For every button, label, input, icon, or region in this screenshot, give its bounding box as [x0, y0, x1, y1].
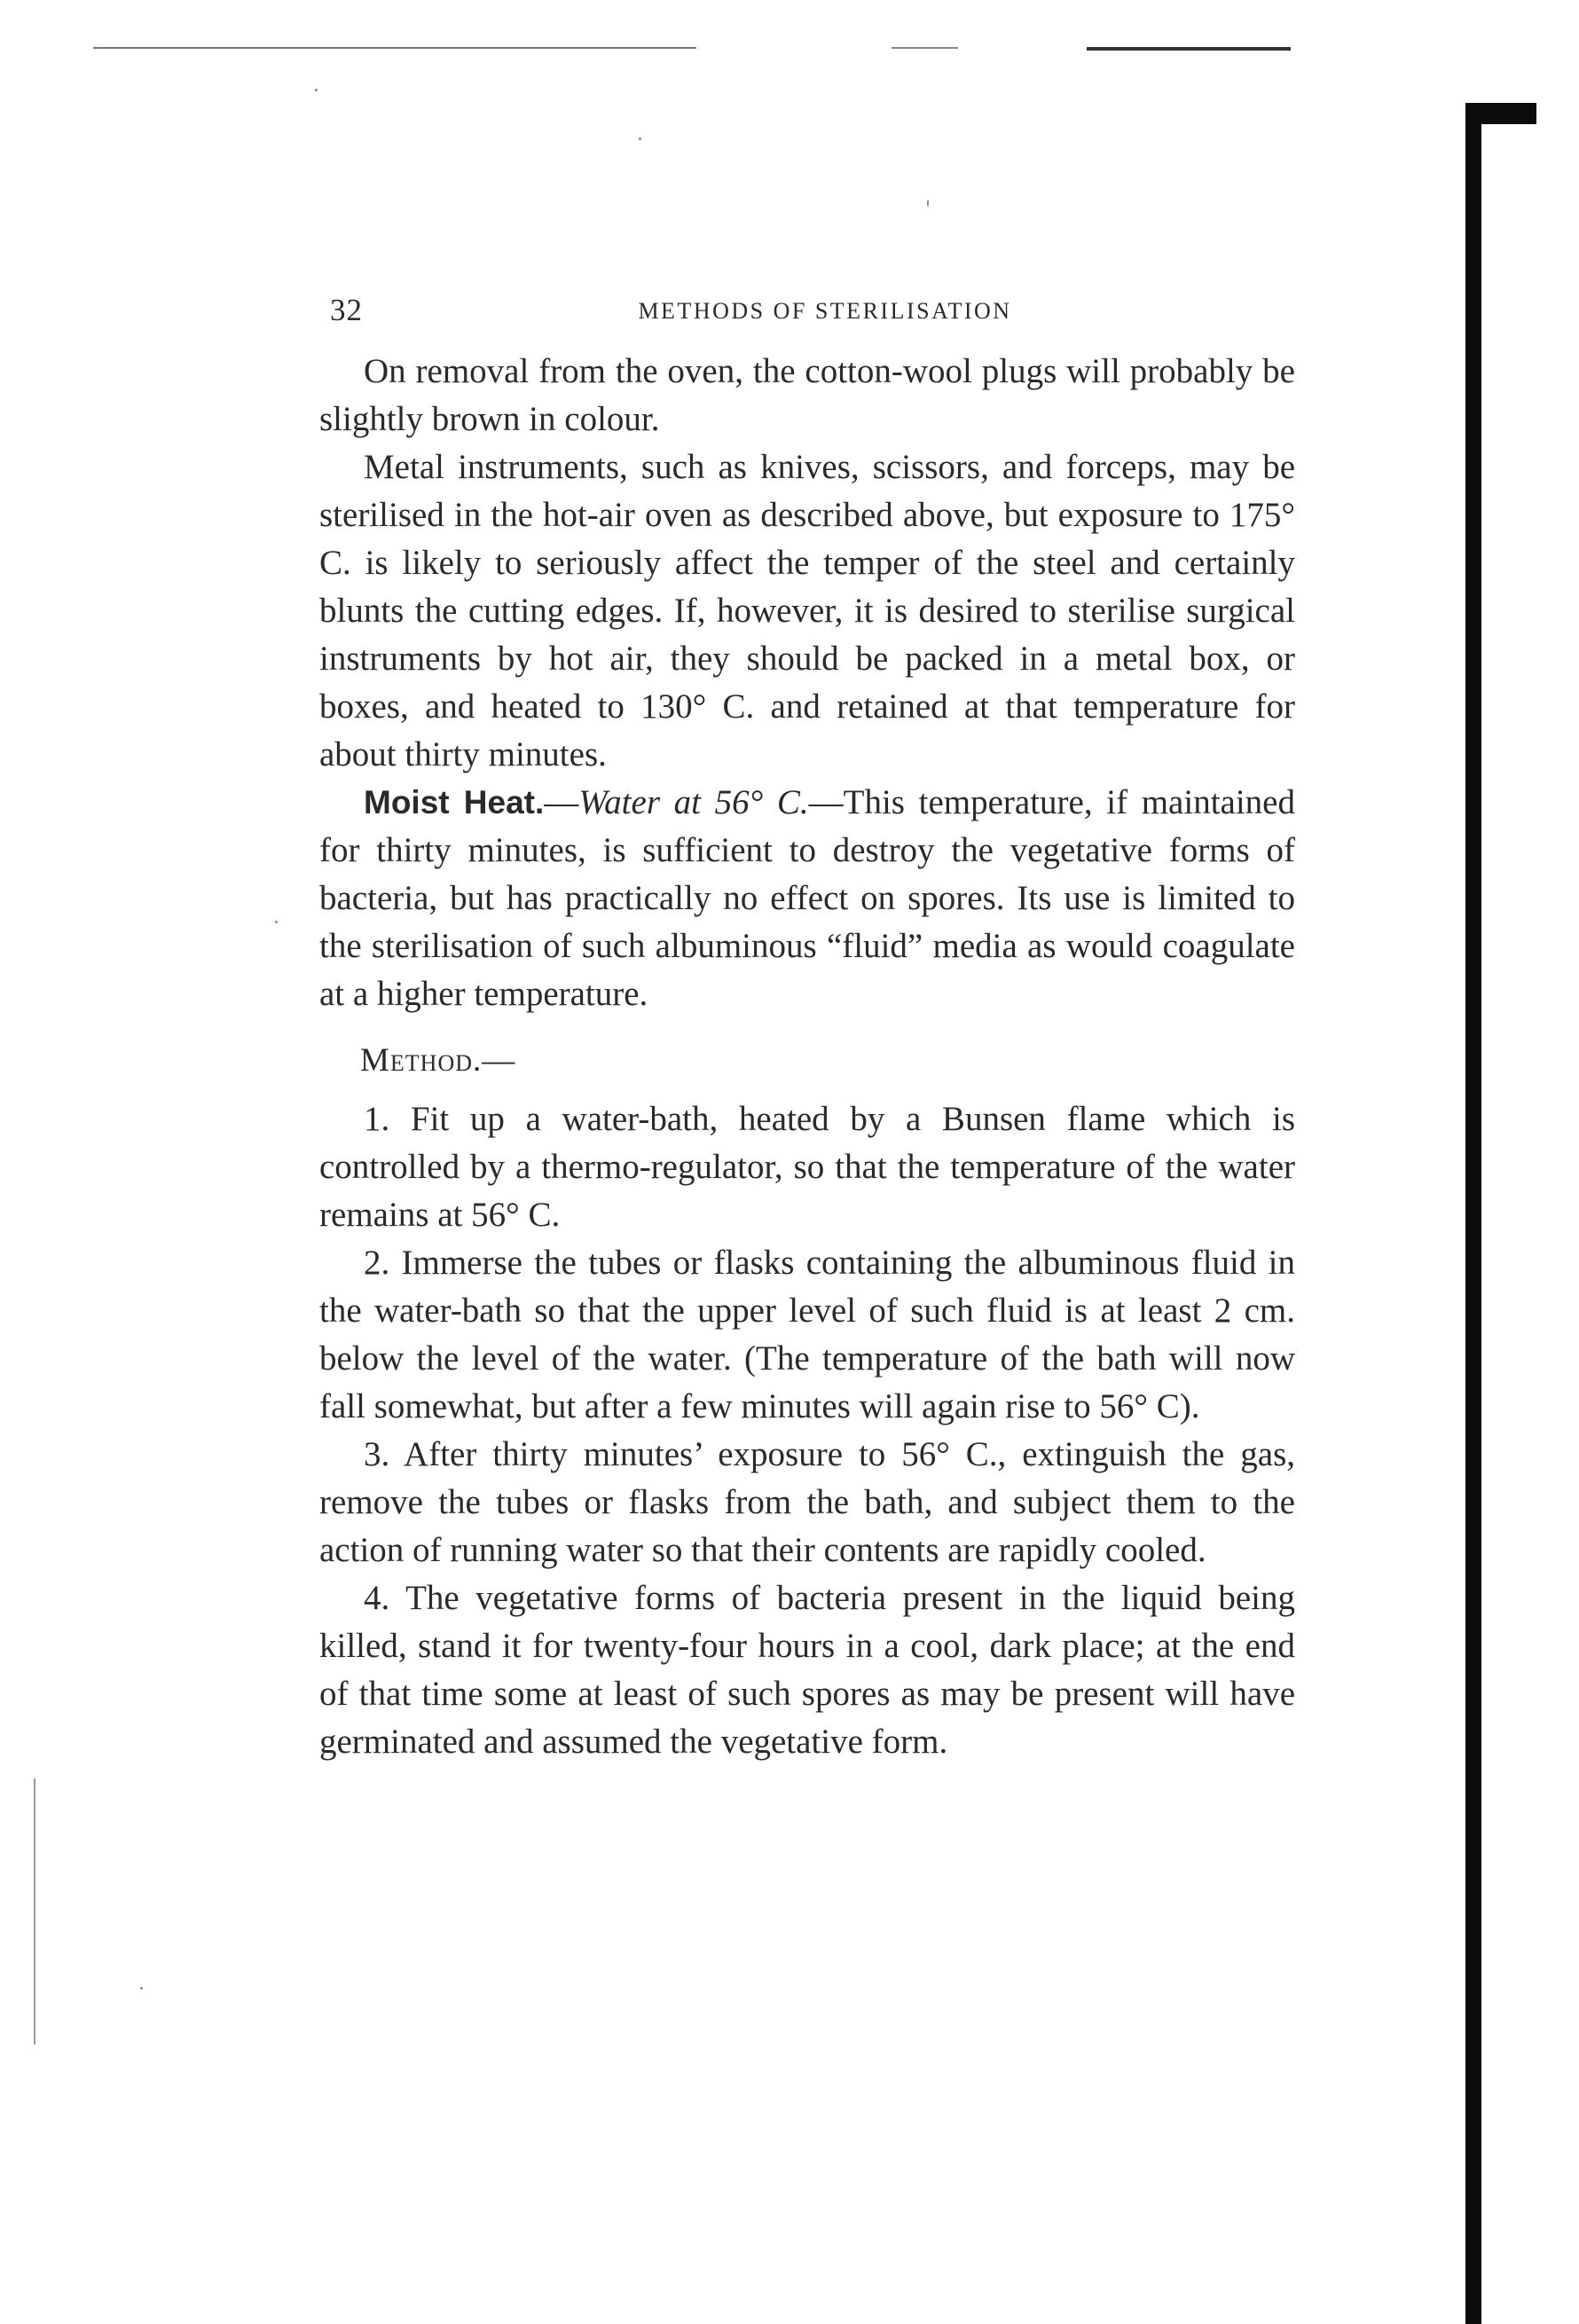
method-step-2: 2. Immerse the tubes or flasks containing the albuminous fluid in the water-bath so that the upper level of such fluid is at least 2 cm. below the level of the water. (The temperature of the bath will now fall somewhat, but after a few minutes will again rise to 56° C). [319, 1244, 1295, 1425]
scan-speck [639, 137, 641, 140]
scan-speck [140, 1987, 143, 1990]
scan-rule-left [93, 47, 696, 49]
moist-heat-dash: — [544, 783, 579, 821]
moist-heat-subheading: Water at 56° C. [578, 783, 809, 821]
scan-speck [275, 921, 278, 923]
scan-speck [927, 200, 929, 207]
scan-rule-middle [892, 47, 958, 49]
moist-heat-text: This temperature, if maintained for thirty minutes, is sufficient to destroy the vegetative forms of bacteria, but has practically no effect on spores. Its use is limited to the sterilisation of such albuminous “fluid” media as would coagulate at a higher temperature. [319, 783, 1295, 1013]
scan-margin-line [34, 1778, 35, 2045]
page-edge-corner [1465, 103, 1536, 124]
paragraph-moist-heat [319, 779, 1295, 1018]
method-heading: Method.— [360, 1042, 516, 1079]
page-edge-shadow [1465, 103, 1481, 2324]
method-step-3: 3. After thirty minutes’ exposure to 56° C., extinguish the gas, remove the tubes or flasks from the bath, and subject them to the action of running water so that their contents are rapidly cooled. [319, 1435, 1295, 1569]
running-title: METHODS OF STERILISATION [638, 298, 1012, 324]
moist-heat-heading: Moist Heat. [364, 784, 545, 820]
book-page [319, 293, 1295, 1766]
page-header [319, 293, 1295, 328]
paragraph-oven-removal: On removal from the oven, the cotton-wool plugs will probably be slightly brown in colour. [319, 352, 1295, 438]
method-step-4: 4. The vegetative forms of bacteria present in the liquid being killed, stand it for twenty-four hours in a cool, dark place; at the end of that time some at least of such spores as may be present will have germinated and assumed the vegetative form. [319, 1579, 1295, 1761]
moist-heat-dash-2: — [808, 783, 844, 821]
scan-rule-right [1087, 47, 1291, 51]
page-number: 32 [330, 293, 363, 327]
paragraph-metal-instruments: Metal instruments, such as knives, scissors, and forceps, may be sterilised in the hot-air oven as described above, but exposure to 175° C. is likely to seriously affect the temper of the steel and certainly blunts the cutting edges. If, however, it is desired to sterilise surgical instruments by hot air, they should be packed in a metal box, or boxes, and heated to 130° C. and retained at that temperature for about thirty minutes. [319, 448, 1295, 773]
method-step-1: 1. Fit up a water-bath, heated by a Bunsen flame which is controlled by a thermo-regulator, so that the temperature of the water remains at 56° C. [319, 1100, 1295, 1234]
scan-speck [315, 89, 318, 91]
